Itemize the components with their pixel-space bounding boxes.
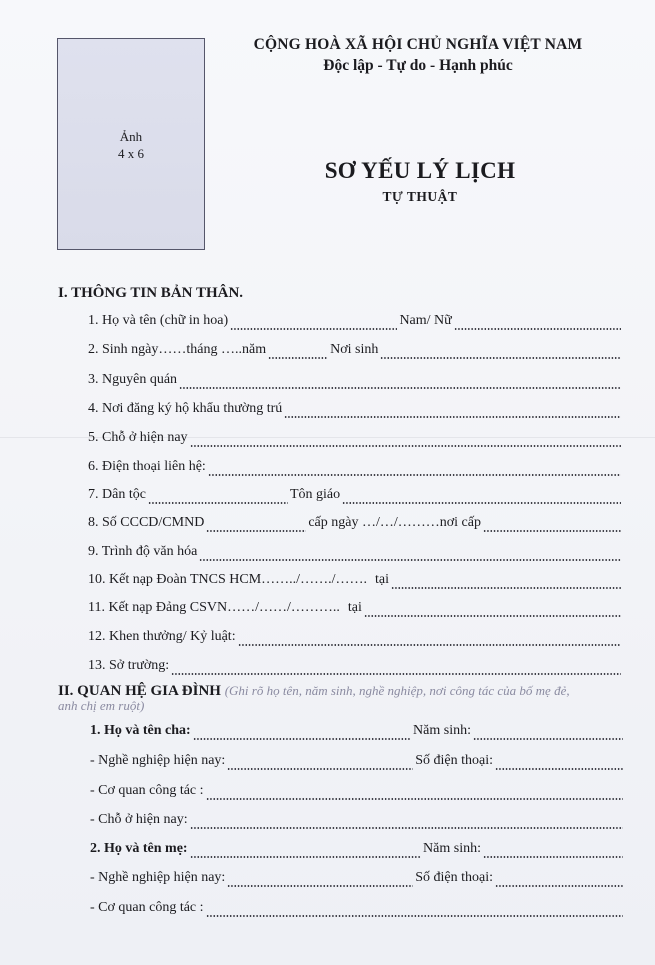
section-heading-text: II. QUAN HỆ GIA ĐÌNH: [58, 683, 221, 699]
field-label: 13. Sở trường:: [88, 658, 170, 673]
field-party[interactable]: [88, 598, 623, 618]
field-awards-discipline[interactable]: [88, 627, 623, 647]
field-label: Năm sinh:: [423, 841, 481, 856]
field-current-address[interactable]: [88, 428, 623, 448]
field-label: 10. Kết nạp Đoàn TNCS HCM……../……./…….: [88, 572, 367, 587]
nation-name: CỘNG HOÀ XÃ HỘI CHỦ NGHĨA VIỆT NAM: [253, 36, 583, 53]
field-strengths[interactable]: [88, 656, 623, 676]
nation-motto: Độc lập - Tự do - Hạnh phúc: [323, 57, 513, 74]
field-label: 11. Kết nạp Đảng CSVN……/……/………..: [88, 600, 340, 615]
field-label: 2. Họ và tên mẹ:: [90, 841, 188, 856]
field-label: 7. Dân tộc: [88, 487, 146, 502]
field-label: 12. Khen thưởng/ Kỷ luật:: [88, 629, 236, 644]
field-birth-date[interactable]: [88, 340, 623, 360]
field-full-name[interactable]: [88, 311, 623, 331]
field-label: 6. Điện thoại liên hệ:: [88, 459, 206, 474]
field-youth-union[interactable]: [88, 570, 623, 590]
field-label: tại: [374, 572, 389, 587]
field-education[interactable]: [88, 542, 623, 562]
field-label: 3. Nguyên quán: [88, 372, 178, 387]
field-label: Tôn giáo: [289, 487, 341, 502]
photo-size: 4 x 6: [118, 146, 144, 161]
field-label: - Cơ quan công tác :: [90, 900, 204, 915]
field-father-job[interactable]: [90, 751, 625, 771]
field-label: Năm sinh:: [413, 723, 471, 738]
field-label: cấp ngày …/…/………nơi cấp: [308, 515, 481, 530]
field-label: - Nghề nghiệp hiện nay:: [90, 870, 226, 885]
field-registered-residence[interactable]: [88, 399, 623, 419]
field-label: Nơi sinh: [330, 342, 379, 357]
field-id-card[interactable]: [88, 513, 623, 533]
field-label: 8. Số CCCD/CMND: [88, 515, 205, 530]
field-mother-workplace[interactable]: [90, 898, 625, 918]
field-father-name[interactable]: [90, 721, 625, 741]
document-subtitle: TỰ THUẬT: [382, 189, 458, 204]
field-label: 2. Sinh ngày……tháng …..năm: [88, 342, 267, 357]
field-phone[interactable]: [88, 457, 623, 477]
field-mother-job[interactable]: [90, 868, 625, 888]
section-note-continued: anh chị em ruột): [58, 698, 145, 713]
photo-label: Ảnh: [119, 129, 143, 144]
field-label: 1. Họ và tên (chữ in hoa): [88, 313, 229, 328]
field-label: - Cơ quan công tác :: [90, 783, 204, 798]
document-title: SƠ YẾU LÝ LỊCH: [324, 158, 516, 183]
field-hometown[interactable]: [88, 370, 623, 390]
field-label: - Nghề nghiệp hiện nay:: [90, 753, 226, 768]
photo-placeholder: [57, 38, 205, 250]
section-heading-personal: I. THÔNG TIN BẢN THÂN.: [58, 285, 244, 301]
field-label: 4. Nơi đăng ký hộ khẩu thường trú: [88, 401, 283, 416]
field-label: Nam/ Nữ: [399, 313, 452, 328]
field-label: 9. Trình độ văn hóa: [88, 544, 198, 559]
field-label: tại: [347, 600, 362, 615]
field-label: 5. Chỗ ở hiện nay: [88, 430, 188, 445]
field-label: - Chỗ ở hiện nay:: [90, 812, 188, 827]
field-label: Số điện thoại:: [415, 870, 493, 885]
field-father-address[interactable]: [90, 810, 625, 830]
field-ethnicity-religion[interactable]: [88, 485, 623, 505]
field-father-workplace[interactable]: [90, 781, 625, 801]
field-label: Số điện thoại:: [415, 753, 493, 768]
field-mother-name[interactable]: [90, 839, 625, 859]
field-label: 1. Họ và tên cha:: [90, 723, 191, 738]
section-note: (Ghi rõ họ tên, năm sinh, nghề nghiệp, nơi công tác của bố mẹ đẻ,: [224, 683, 570, 698]
